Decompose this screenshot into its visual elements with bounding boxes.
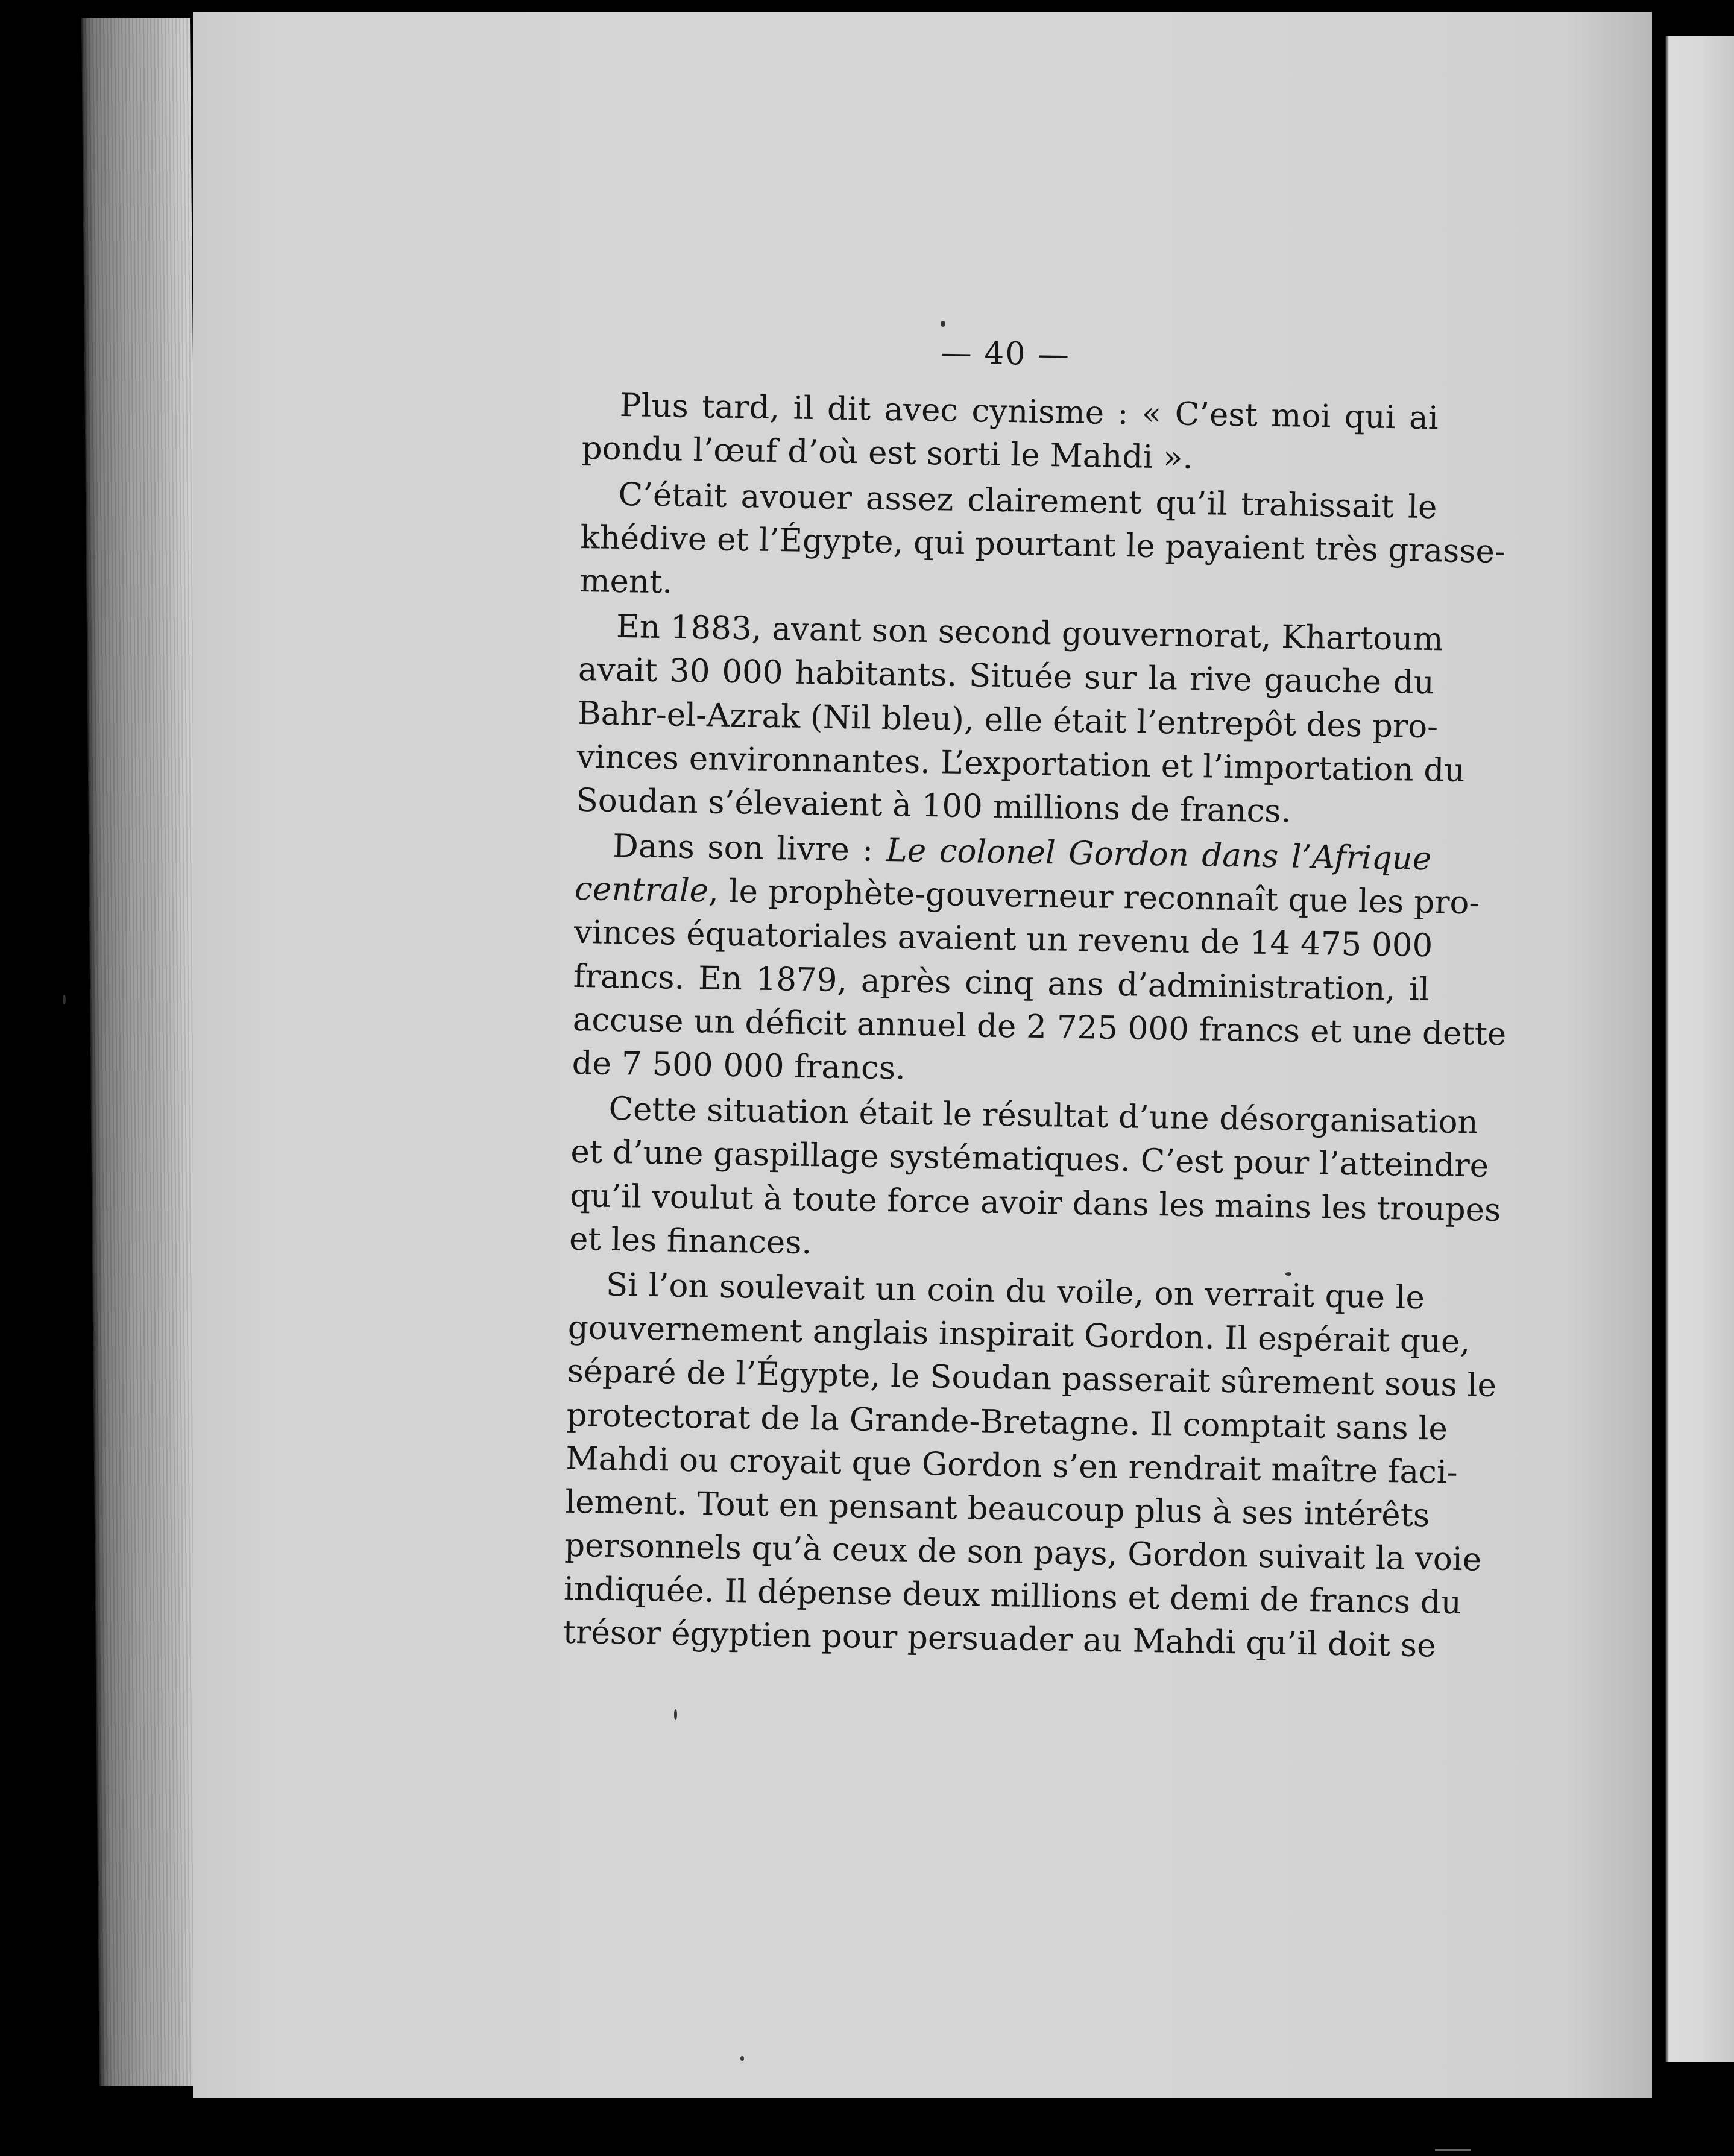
text-line: pondu l’œuf d’où est sorti le Mahdi ». bbox=[581, 430, 1193, 477]
text-line: khédive et l’Égypte, qui pourtant le payaient très grasse- bbox=[580, 519, 1506, 570]
dust-speck bbox=[63, 995, 66, 1004]
book-title: Le colonel Gordon dans l’Afrique bbox=[886, 832, 1432, 878]
paragraph bbox=[576, 605, 1465, 836]
paragraph bbox=[581, 383, 1439, 484]
text-run: Dans son livre : bbox=[612, 827, 887, 869]
text-line: trésor égyptien pour persuader au Mahdi qu’il doit se bbox=[563, 1614, 1436, 1665]
book-title: centrale bbox=[574, 871, 709, 910]
facing-page-edge bbox=[1665, 36, 1734, 2062]
page-text bbox=[563, 326, 1507, 1668]
paragraph bbox=[572, 824, 1507, 1098]
text-line: protectorat de la Grande-Bretagne. Il comptait sans le bbox=[566, 1396, 1448, 1448]
text-line: Plus tard, il dit avec cynisme : « C’est moi qui ai bbox=[619, 387, 1439, 437]
text-line: Cette situation était le résultat d’une désorganisation bbox=[608, 1091, 1479, 1141]
text-line: avait 30 000 habitants. Située sur la rive gauche du bbox=[578, 651, 1435, 702]
paragraph bbox=[569, 1087, 1501, 1275]
paragraph bbox=[563, 1263, 1497, 1668]
text-line: et les finances. bbox=[569, 1220, 812, 1261]
text-line: de 7 500 000 francs. bbox=[572, 1044, 906, 1087]
text-line: ment. bbox=[579, 562, 673, 601]
dust-speck bbox=[941, 321, 945, 327]
text-line: gouvernement anglais inspirait Gordon. Il espérait que, bbox=[567, 1309, 1471, 1361]
gutter-shadow bbox=[1652, 12, 1665, 2098]
page-number: — 40 — bbox=[940, 335, 1071, 373]
text-line: qu’il voulut à toute force avoir dans les mains les troupes bbox=[569, 1177, 1501, 1229]
text-line: En 1883, avant son second gouvernorat, Khartoum bbox=[616, 608, 1444, 658]
text-line: personnels qu’à ceux de son pays, Gordon suivait la voie bbox=[564, 1527, 1482, 1578]
text-line: lement. Tout en pensant beaucoup plus à ses intérêts bbox=[564, 1483, 1430, 1534]
dust-speck bbox=[674, 1709, 677, 1720]
text-line: vinces environnantes. L’exportation et l’importation du bbox=[576, 738, 1465, 789]
text-line: accuse un déficit annuel de 2 725 000 francs et une dette bbox=[572, 1001, 1507, 1053]
dust-speck bbox=[740, 2056, 744, 2061]
scan-mark bbox=[1435, 2149, 1471, 2151]
text-line: vinces équatoriales avaient un revenu de 14 475 000 bbox=[573, 914, 1433, 965]
text-line: indiquée. Il dépense deux millions et demi de francs du bbox=[563, 1571, 1462, 1622]
text-line: francs. En 1879, après cinq ans d’administration, il bbox=[573, 957, 1430, 1008]
text-line: Si l’on soulevait un coin du voile, on verrait que le bbox=[605, 1266, 1425, 1317]
text-line: séparé de l’Égypte, le Soudan passerait sûrement sous le bbox=[567, 1353, 1497, 1405]
text-line: Soudan s’élevaient à 100 millions de francs. bbox=[576, 781, 1291, 830]
text-line: et d’une gaspillage systématiques. C’est pour l’atteindre bbox=[570, 1133, 1489, 1185]
page-edge-stack bbox=[81, 18, 208, 2086]
text-run: , le prophète-gouverneur reconnaît que les pro- bbox=[708, 872, 1480, 922]
text-line: Bahr-el-Azrak (Nil bleu), elle était l’entrepôt des pro- bbox=[577, 695, 1439, 745]
text-line: Mahdi ou croyait que Gordon s’en rendrait maître faci- bbox=[566, 1440, 1458, 1491]
text-line: C’était avouer assez clairement qu’il trahissait le bbox=[618, 476, 1437, 526]
paragraph bbox=[579, 473, 1506, 617]
